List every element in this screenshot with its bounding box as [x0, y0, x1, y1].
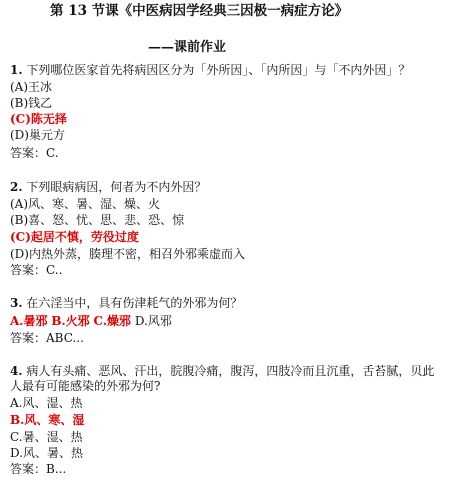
- q2-option-a: (A)风、寒、暑、湿、燥、火: [10, 197, 161, 211]
- q1-option-b: (B)钱乙: [10, 96, 53, 110]
- question-1: [10, 63, 410, 78]
- q2-answer: 答案：C..: [10, 263, 63, 277]
- question-text: 下列眼病病因，何者为不内外因？: [26, 180, 207, 194]
- q4-option-c: C.暑、湿、热: [10, 430, 83, 444]
- question-2: [10, 180, 206, 195]
- page-subtitle: ——课前作业: [148, 40, 227, 55]
- q2-option-d: (D)内热外蒸，腠理不密，相召外邪乘虚而入: [10, 247, 245, 261]
- page-title: 第 13 节课《中医病因学经典三因极一病症方论》: [50, 3, 349, 19]
- q3-answer: 答案：ABC...: [10, 331, 84, 345]
- q4-option-b-correct: B.风、寒、湿: [10, 413, 85, 427]
- question-number: 2.: [10, 180, 23, 194]
- question-number: 1.: [10, 63, 23, 77]
- question-number: 3.: [10, 296, 23, 310]
- q4-answer: 答案：B...: [10, 462, 67, 476]
- question-3: [10, 296, 242, 311]
- q1-option-c-correct: (C)陈无择: [10, 112, 67, 126]
- q3-option-d: D.风邪: [134, 314, 172, 328]
- q3-option-c-correct: C.燥邪: [93, 314, 132, 328]
- question-number: 4.: [10, 364, 23, 378]
- q3-option-a-correct: A.暑邪: [10, 314, 48, 328]
- q1-option-d: (D)巢元方: [10, 128, 65, 142]
- question-text: 在六淫当中，具有伤津耗气的外邪为何？: [26, 296, 243, 310]
- question-text: 病人有头痛、恶风、汗出，脘腹冷痛，腹泻，四肢冷而且沉重，舌苔腻，贝此人最有可能感染的外邪为何?: [10, 364, 435, 393]
- question-4: [10, 364, 442, 394]
- q3-option-b-correct: B.火邪: [51, 314, 90, 328]
- q4-option-d: D.风、暑、热: [10, 446, 84, 460]
- question-text: 下列哪位医家首先将病因区分为「外所因」、「内所因」与「不内外因」？: [26, 63, 411, 77]
- q1-option-a: (A)王冰: [10, 80, 53, 94]
- q2-option-b: (B)喜、怒、忧、思、悲、恐、惊: [10, 213, 185, 227]
- q1-answer: 答案：C.: [10, 146, 59, 160]
- q4-option-a: A.风、湿、热: [10, 396, 83, 410]
- q3-options: [10, 314, 172, 329]
- q2-option-c-correct: (C)起居不慎，劳役过度: [10, 230, 139, 244]
